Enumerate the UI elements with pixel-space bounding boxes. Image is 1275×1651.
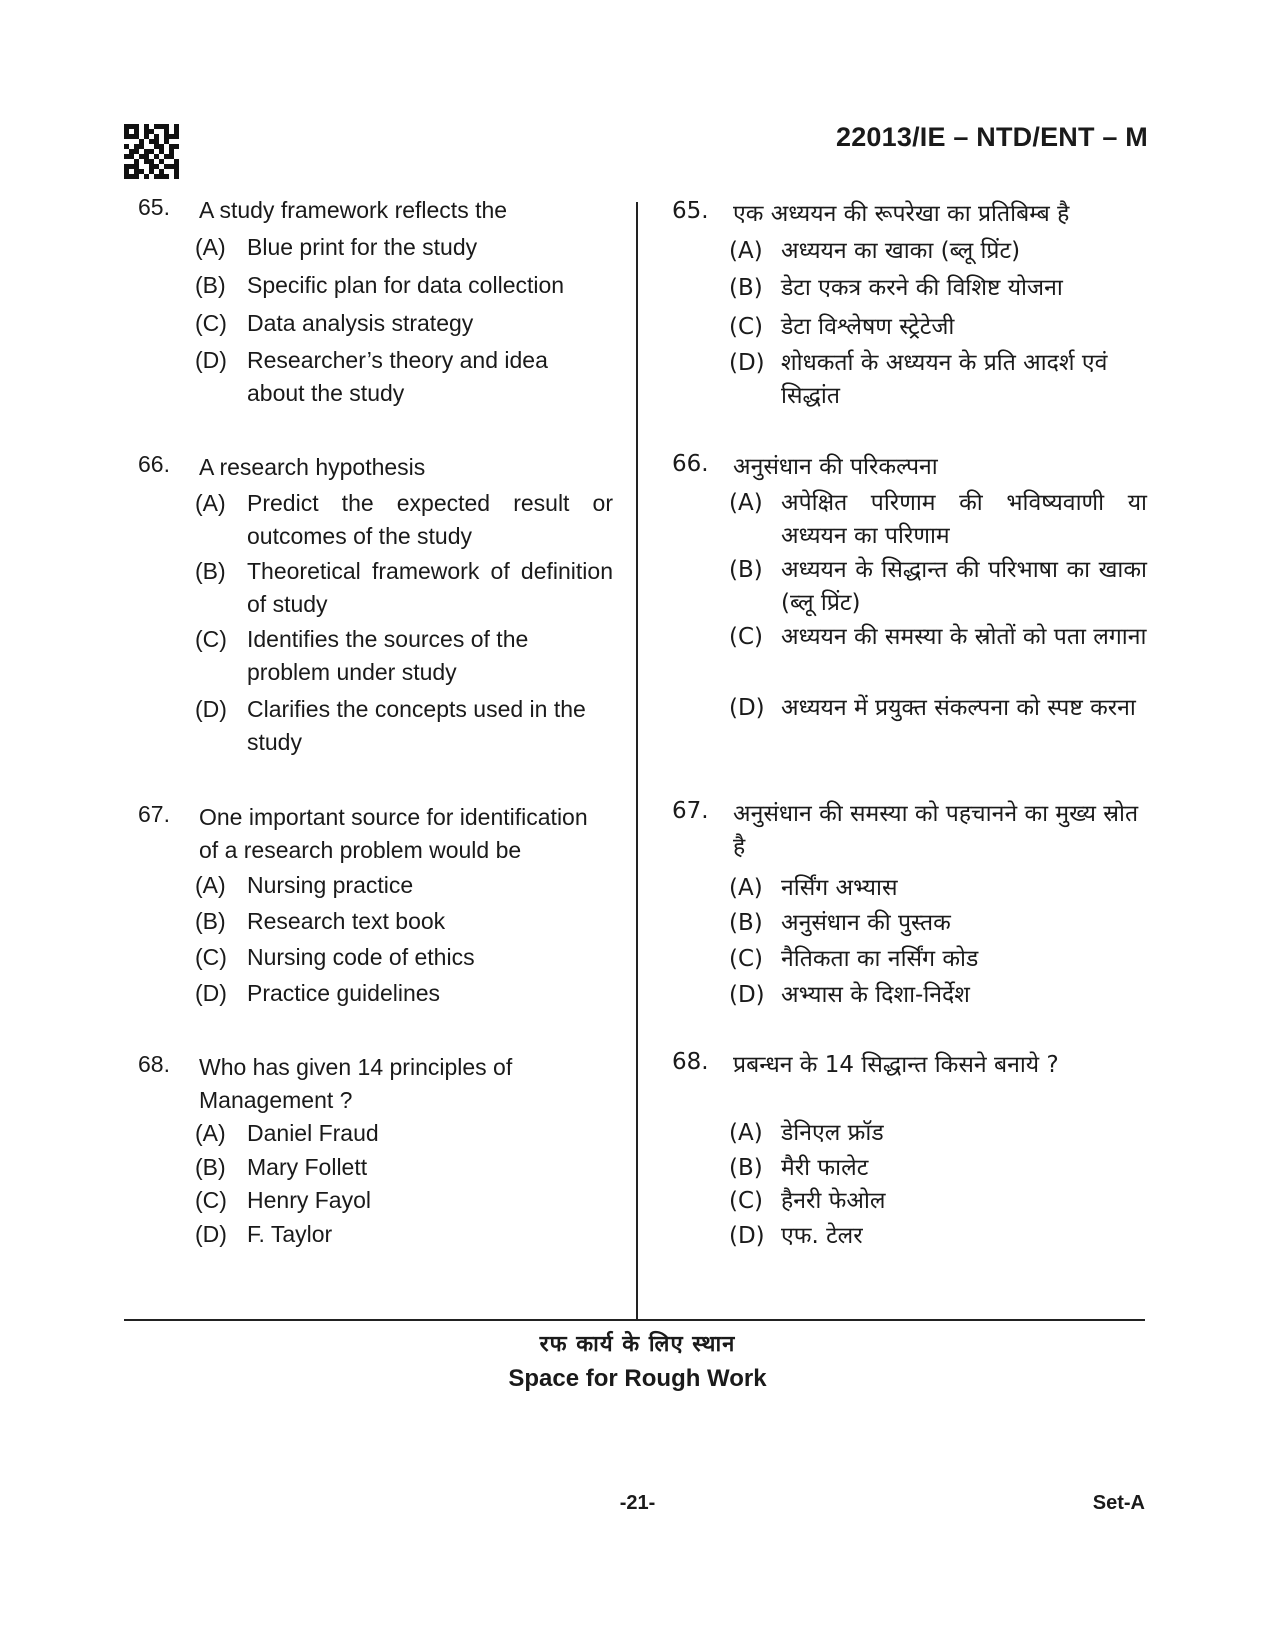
option-label: (B) [729, 910, 763, 936]
option-label: (B) [195, 272, 226, 298]
option-label: (B) [195, 1154, 226, 1180]
option-text: डेटा एकत्र करने की विशिष्ट योजना [781, 275, 1063, 301]
option-text: Clarifies the concepts used in the study [247, 696, 586, 755]
option-text: F. Taylor [247, 1221, 333, 1247]
question-number: 67. [672, 798, 709, 824]
page-number: -21- [619, 1492, 656, 1514]
question-text: One important source for identification of a research problem would be [199, 804, 588, 863]
option-text: Predict the expected result or outcomes of the study [247, 490, 613, 549]
question-text: एक अध्ययन की रूपरेखा का प्रतिबिम्ब है [733, 201, 1070, 227]
paper-code: 22013/IE – NTD/ENT – M [835, 122, 1148, 152]
option-label: (C) [195, 1187, 227, 1213]
option-text: Nursing code of ethics [247, 944, 475, 970]
option-text: Identifies the sources of the problem under study [247, 626, 529, 685]
option-text: अनुसंधान की पुस्तक [781, 910, 951, 936]
option-text: अध्ययन में प्रयुक्त संकल्पना को स्पष्ट करना [781, 695, 1136, 721]
question-text: Who has given 14 principles of Management ? [199, 1054, 513, 1113]
option-text: अपेक्षित परिणाम की भविष्यवाणी या अध्ययन का परिणाम [781, 490, 1147, 549]
option-label: (B) [729, 557, 763, 583]
option-text: Nursing practice [247, 872, 414, 898]
question-number: 68. [138, 1051, 170, 1077]
option-text: Researcher’s theory and idea about the study [247, 347, 548, 406]
question-number: 66. [138, 451, 170, 477]
option-label: (A) [195, 490, 226, 516]
question-number: 68. [672, 1049, 709, 1075]
option-label: (A) [729, 490, 763, 516]
option-text: एफ. टेलर [781, 1223, 863, 1249]
option-label: (A) [729, 875, 763, 901]
option-label: (B) [195, 908, 226, 934]
question-number: 65. [138, 194, 170, 220]
option-label: (A) [195, 234, 226, 260]
column-divider [636, 202, 638, 1320]
option-label: (C) [729, 946, 764, 972]
option-label: (D) [195, 696, 227, 722]
rough-work-heading-hindi: रफ कार्य के लिए स्थान [539, 1332, 736, 1357]
question-text: प्रबन्धन के 14 सिद्धान्त किसने बनाये ? [733, 1052, 1059, 1078]
option-text: हैनरी फेओल [781, 1188, 886, 1214]
option-text: Practice guidelines [247, 980, 441, 1006]
option-text: अभ्यास के दिशा-निर्देश [781, 982, 970, 1008]
question-number: 67. [138, 801, 170, 827]
option-text: Specific plan for data collection [247, 272, 565, 298]
option-text: अध्ययन का खाका (ब्लू प्रिंट) [781, 238, 1021, 264]
option-text: Daniel Fraud [247, 1120, 379, 1146]
option-label: (D) [729, 350, 765, 376]
option-text: Research text book [247, 908, 446, 934]
option-text: डेनिएल फ्रॉड [781, 1120, 884, 1146]
option-text: शोधकर्ता के अध्ययन के प्रति आदर्श एवं सिद्धांत [781, 350, 1108, 409]
question-text: अनुसंधान की परिकल्पना [733, 454, 938, 480]
question-text: A research hypothesis [199, 454, 426, 480]
option-text: नर्सिंग अभ्यास [781, 875, 898, 901]
option-label: (C) [195, 944, 227, 970]
option-text: नैतिकता का नर्सिंग कोड [781, 946, 979, 972]
option-label: (C) [729, 1188, 764, 1214]
option-label: (A) [195, 872, 226, 898]
rough-work-heading-english: Space for Rough Work [508, 1365, 767, 1392]
option-label: (D) [195, 980, 227, 1006]
option-label: (B) [195, 558, 226, 584]
question-text: अनुसंधान की समस्या को पहचानने का मुख्य स्रोत है [733, 801, 1139, 860]
option-text: Mary Follett [247, 1154, 368, 1180]
question-text: A study framework reflects the [199, 197, 508, 223]
option-label: (C) [729, 314, 764, 340]
option-text: डेटा विश्लेषण स्ट्रेटेजी [781, 314, 955, 340]
option-label: (B) [729, 1155, 763, 1181]
option-text: Data analysis strategy [247, 310, 474, 336]
option-label: (A) [729, 238, 763, 264]
option-text: अध्ययन की समस्या के स्रोतों को पता लगाना [781, 624, 1147, 650]
footer-divider [124, 1319, 1145, 1321]
option-label: (D) [729, 1223, 765, 1249]
option-label: (D) [195, 1221, 227, 1247]
option-text: Henry Fayol [247, 1187, 371, 1213]
option-label: (D) [729, 695, 765, 721]
option-label: (D) [729, 982, 765, 1008]
qr-code [124, 124, 179, 179]
option-label: (A) [195, 1120, 226, 1146]
option-label: (C) [729, 624, 764, 650]
option-label: (C) [195, 310, 227, 336]
set-label: Set-A [1092, 1492, 1145, 1514]
option-label: (A) [729, 1120, 763, 1146]
option-label: (B) [729, 275, 763, 301]
option-text: मैरी फालेट [781, 1155, 869, 1181]
option-text: Blue print for the study [247, 234, 478, 260]
option-text: Theoretical framework of definition of study [247, 558, 613, 617]
option-text: अध्ययन के सिद्धान्त की परिभाषा का खाका (ब्लू प्रिंट) [781, 557, 1147, 616]
option-label: (C) [195, 626, 227, 652]
option-label: (D) [195, 347, 227, 373]
question-number: 66. [672, 451, 709, 477]
question-number: 65. [672, 198, 709, 224]
